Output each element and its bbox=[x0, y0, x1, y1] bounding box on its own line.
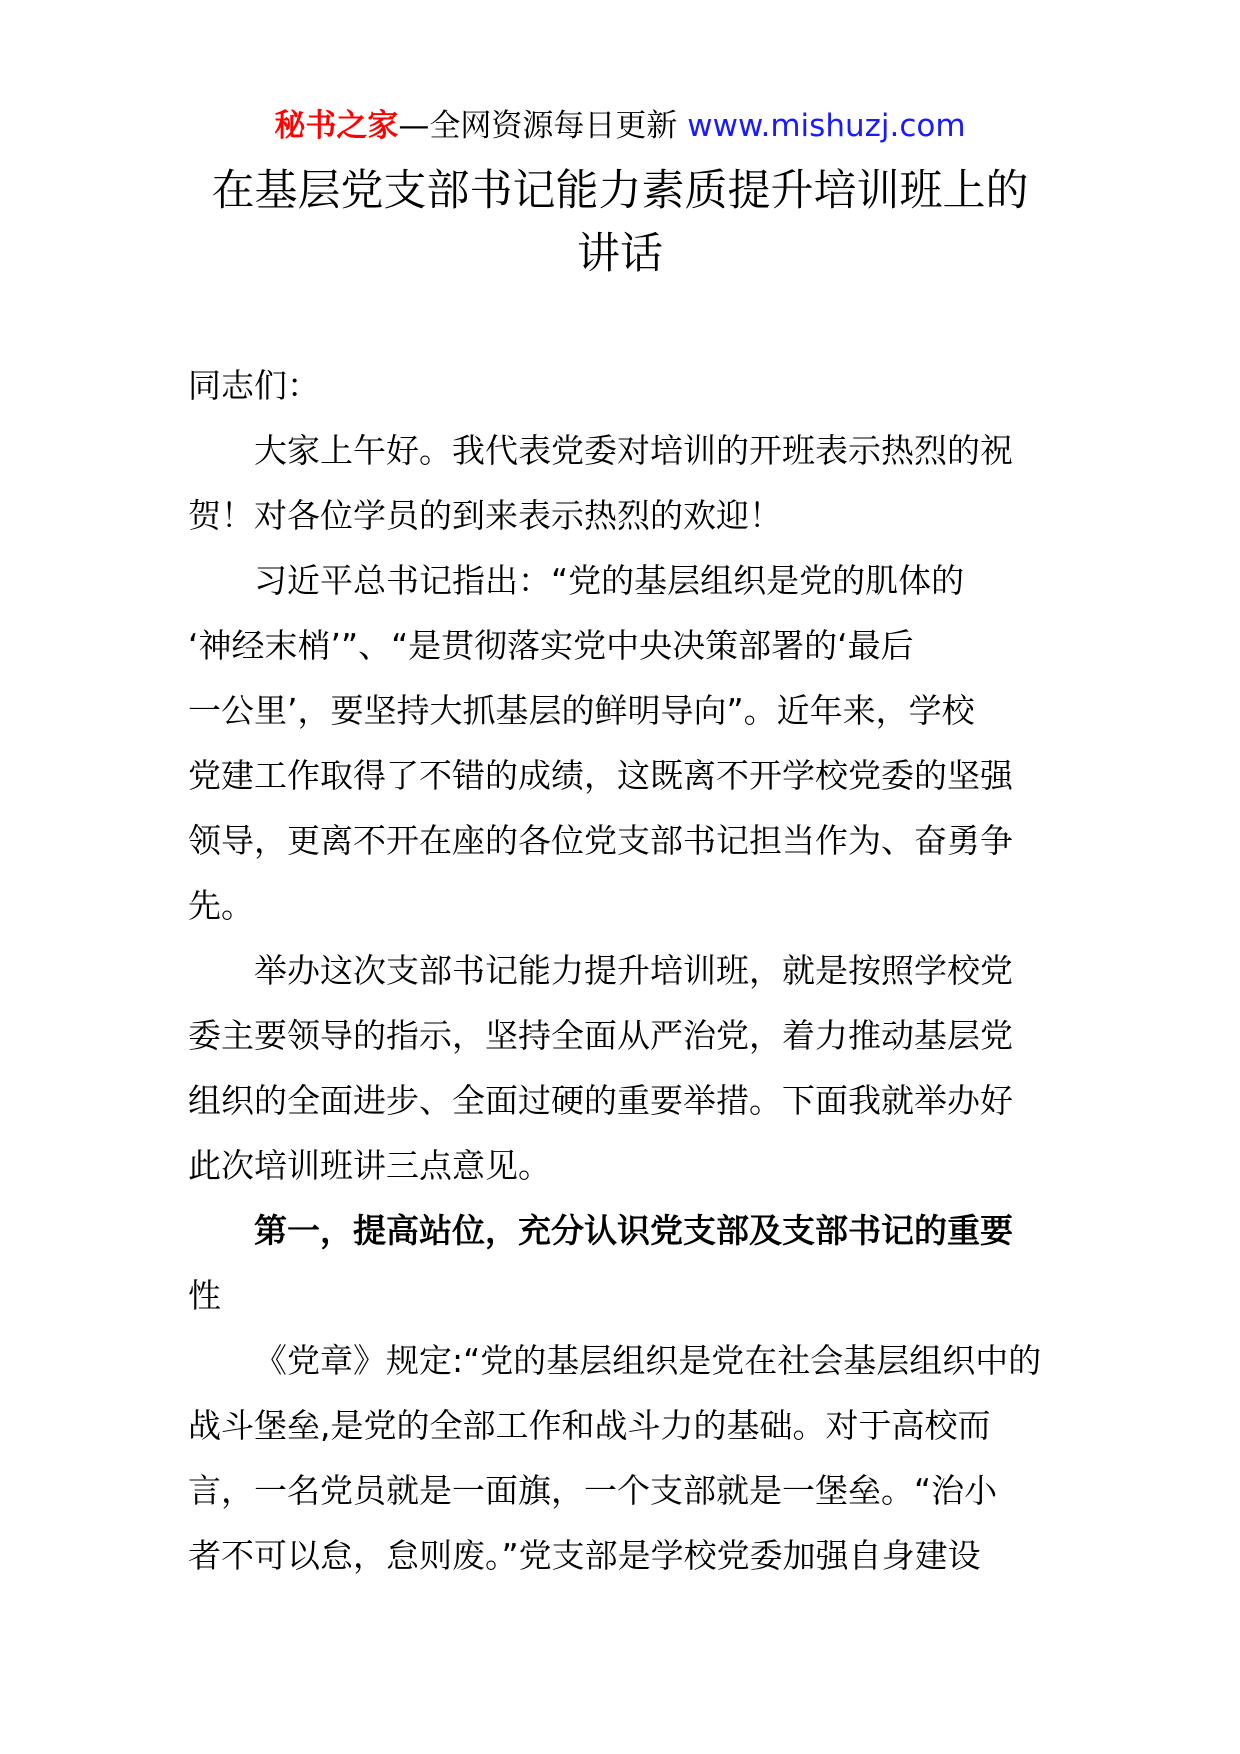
text-line: ‘神经末梢’”、“是贯彻落实党中央决策部署的‘最后 bbox=[188, 626, 914, 665]
title-line-1: 在基层党支部书记能力素质提升培训班上的 bbox=[211, 166, 1029, 216]
section-heading-line: 第一，提高站位，充分认识党支部及支部书记的重要 bbox=[254, 1211, 1013, 1250]
text-line: 贺！对各位学员的到来表示热烈的欢迎！ bbox=[188, 496, 782, 535]
text-line: 举办这次支部书记能力提升培训班，就是按照学校党 bbox=[254, 951, 1013, 990]
text-line: 者不可以怠，怠则废。”党支部是学校党委加强自身建设 bbox=[188, 1536, 981, 1575]
text-line: 先。 bbox=[188, 886, 254, 925]
document-body bbox=[188, 361, 1054, 1596]
text-line: 党建工作取得了不错的成绩，这既离不开学校党委的坚强 bbox=[188, 756, 1013, 795]
section-heading-line: 性 bbox=[188, 1276, 221, 1315]
text-line: 组织的全面进步、全面过硬的重要举措。下面我就举办好 bbox=[188, 1081, 1013, 1120]
text-line: 习近平总书记指出：“党的基层组织是党的肌体的 bbox=[254, 561, 965, 600]
title-line-2: 讲话 bbox=[577, 229, 663, 279]
text-line: 大家上午好。我代表党委对培训的开班表示热烈的祝 bbox=[254, 431, 1013, 470]
document-title bbox=[160, 160, 1080, 286]
text-line: 此次培训班讲三点意见。 bbox=[188, 1146, 551, 1185]
text-line: 领导，更离不开在座的各位党支部书记担当作为、奋勇争 bbox=[188, 821, 1013, 860]
text-line: 言，一名党员就是一面旗，一个支部就是一堡垒。“治小 bbox=[188, 1471, 998, 1510]
text-line: 《党章》规定:“党的基层组织是党在社会基层组织中的 bbox=[254, 1341, 1042, 1380]
text-line: 战斗堡垒,是党的全部工作和战斗力的基础。对于高校而 bbox=[188, 1406, 991, 1445]
salutation: 同志们： bbox=[188, 366, 320, 405]
header-slogan: —全网资源每日更新 bbox=[398, 108, 678, 144]
site-url-link[interactable]: www.mishuzj.com bbox=[687, 108, 966, 144]
site-header bbox=[0, 104, 1240, 148]
brand-name: 秘书之家 bbox=[274, 108, 399, 144]
text-line: 一公里’，要坚持大抓基层的鲜明导向”。近年来，学校 bbox=[188, 691, 975, 730]
text-line: 委主要领导的指示，坚持全面从严治党，着力推动基层党 bbox=[188, 1016, 1013, 1055]
